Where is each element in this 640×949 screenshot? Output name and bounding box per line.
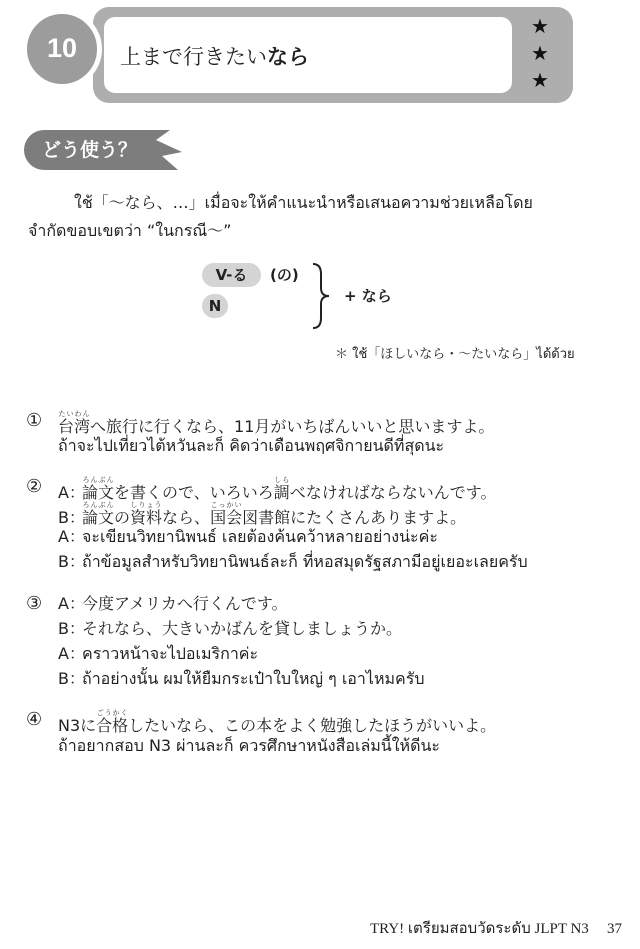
lesson-number: 10 (46, 33, 78, 63)
formula-suffix: + なら (344, 287, 392, 305)
formula-brace (310, 262, 332, 330)
example-number: ④ (26, 709, 43, 730)
example-number: ② (26, 476, 43, 497)
difficulty-star-icon: ★ (531, 68, 549, 92)
page-number: 37 (607, 921, 622, 937)
footer-book-title: TRY! เตรียมสอบวัดระดับ JLPT N3 (370, 921, 589, 937)
intro-line-1: ใช้「〜なら、…」เมื่อจะให้คำแนะนำหรือเสนอความช่วยเหลือโดย (74, 193, 533, 212)
example-1-japanese: 台湾たいわんへ旅行に行くなら、11月がいちばんいいと思いますよ。 (58, 410, 495, 436)
formula-verb-pill: V-る (202, 263, 261, 287)
example-4-japanese: N3に合格ごうかくしたいなら、この本をよく勉強したほうがいいよ。 (58, 709, 497, 735)
example-4-thai: ถ้าอยากสอบ N3 ผ่านละก็ ควรศึกษาหนังสือเล่มนี้ให้ดีนะ (58, 736, 441, 755)
example-number: ① (26, 410, 43, 431)
example-3-line-b-thai: B：ถ้าอย่างนั้น ผมให้ยืมกระเป๋าใบใหญ่ ๆ เอาไหมครับ (58, 669, 425, 688)
difficulty-star-icon: ★ (531, 14, 549, 38)
example-3-line-b-japanese: B：それなら、大きいかばんを貸しましょうか。 (58, 619, 403, 638)
usage-note: ＊ ใช้「ほしいなら・〜たいなら」ได้ด้วย (335, 347, 575, 362)
example-3-line-a-japanese: A：今度アメリカへ行くんです。 (58, 594, 288, 613)
example-2-line-b-japanese: B：論文ろんぶんの資料しりょうなら、国会こっかい図書館にたくさんありますよ。 (58, 501, 467, 527)
difficulty-star-icon: ★ (531, 41, 549, 65)
example-2-line-b-thai: B：ถ้าข้อมูลสำหรับวิทยานิพนธ์ละก็ ที่หอสมุดรัฐสภามีอยู่เยอะเลยครับ (58, 552, 528, 571)
example-2-line-a-japanese: A：論文ろんぶんを書くので、いろいろ調しらべなければならないんです。 (58, 476, 497, 502)
section-tag-label: どう使う？ (42, 139, 138, 161)
example-3-line-a-thai: A：คราวหน้าจะไปอเมริกาค่ะ (58, 644, 259, 663)
example-2-line-a-thai: A：จะเขียนวิทยานิพนธ์ เลยต้องค้นคว้าหลายอย่างน่ะค่ะ (58, 527, 438, 546)
formula-no: (の) (270, 266, 299, 284)
intro-line-2: จำกัดขอบเขตว่า “ในกรณี〜” (28, 221, 232, 240)
lesson-title: 上まで行きたいなら (120, 45, 309, 69)
example-1-thai: ถ้าจะไปเที่ยวไต้หวันละก็ คิดว่าเดือนพฤศจิกายนดีที่สุดนะ (58, 436, 445, 455)
formula-noun-pill: N (202, 294, 228, 318)
example-number: ③ (26, 593, 43, 614)
